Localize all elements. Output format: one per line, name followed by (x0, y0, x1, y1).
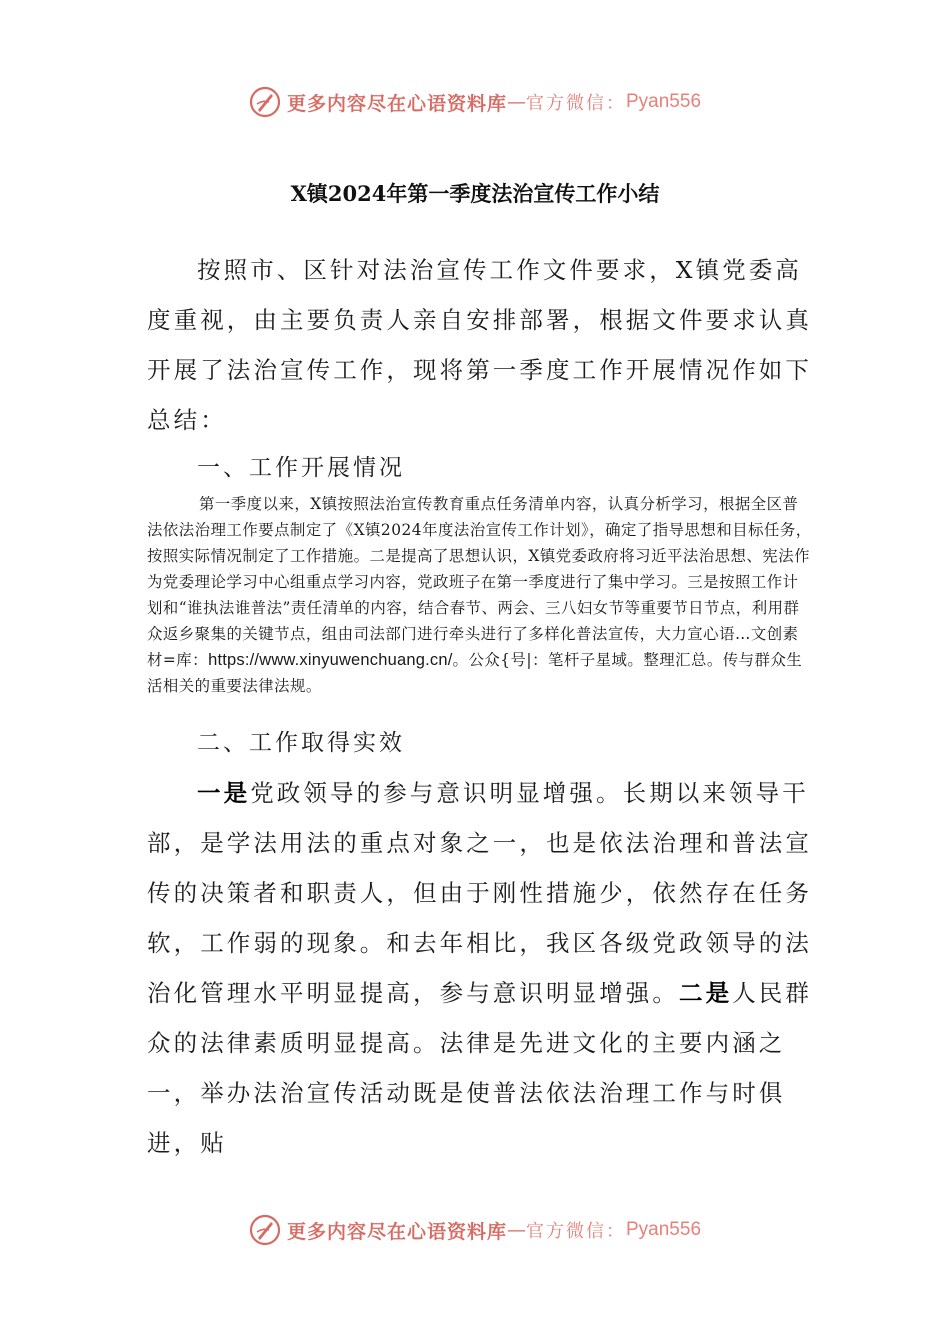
point2-text: 人民群众的法律素质明显提高。法律是先进文化的主要内涵之一，举办法治宣传活动既是使普法依法治理工作与时俱进，贴 (147, 979, 813, 1157)
point1-lead: 一是 (197, 779, 251, 807)
point1-text: 党政领导的参与意识明显增强。长期以来领导干部，是学法用法的重点对象之一，也是依法治理和普法宣传的决策者和职责人，但由于刚性措施少，依然存在任务软，工作弱的现象。和去年相比，我区各级党政领导的法治化管理水平明显提高，参与意识明显增强。 (147, 779, 812, 1007)
section1-heading: 一、工作开展情况 (197, 455, 405, 481)
point2-lead: 二是 (679, 979, 733, 1007)
quill-logo-icon (249, 1214, 281, 1246)
source-url: https://www.xinyuwenchuang.cn/ (208, 651, 453, 669)
quill-logo-icon (249, 86, 281, 118)
header-watermark (0, 82, 950, 122)
section2-heading: 二、工作取得实效 (197, 730, 405, 756)
watermark-wechat-label: 官方微信： (526, 93, 626, 114)
watermark-brand: 更多内容尽在心语资料库 (286, 1220, 507, 1243)
section1-text: 第一季度以来，X镇按照法治宣传教育重点任务清单内容，认真分析学习，根据全区普法依法治理工作要点制定了《X镇2024年度法治宣传工作计划》，确定了指导思想和目标任务，按照实际情况制定了工作措施。二是提高了思想认识，X镇党委政府将习近平法治思想、宪法作为党委理论学习中心组重点学习内容，党政班子在第一季度进行了集中学习。三是按照工作计划和“谁执法谁普法”责任清单的内容，结合春节、两会、三八妇女节等重要节日节点，利用群众返乡聚集的关键节点，组由司法部门进行牵头进行了多样化普法宣传，大力宣心语…文创素材=库： (147, 495, 812, 669)
watermark-brand: 更多内容尽在心语资料库 (286, 92, 507, 115)
watermark-separator: — (507, 91, 526, 113)
document-title: X镇2024年第一季度法治宣传工作小结 (290, 181, 660, 206)
watermark-wechat-label: 官方微信： (526, 1221, 626, 1242)
intro-paragraph: 按照市、区针对法治宣传工作文件要求，X镇党委高度重视，由主要负责人亲自安排部署，根据文件要求认真开展了法治宣传工作，现将第一季度工作开展情况作如下总结： (147, 256, 812, 434)
section1-body (147, 491, 812, 699)
footer-watermark (0, 1210, 950, 1250)
watermark-wechat-id: Pyan556 (626, 91, 702, 112)
section1-text-tail: 。公众{号|：笔杆子星域。整理汇总。传与群众生活相关的重要法律法规。 (147, 651, 803, 695)
watermark-wechat-id: Pyan556 (626, 1219, 702, 1240)
section2-body (147, 768, 812, 1168)
watermark-separator: — (507, 1219, 526, 1241)
